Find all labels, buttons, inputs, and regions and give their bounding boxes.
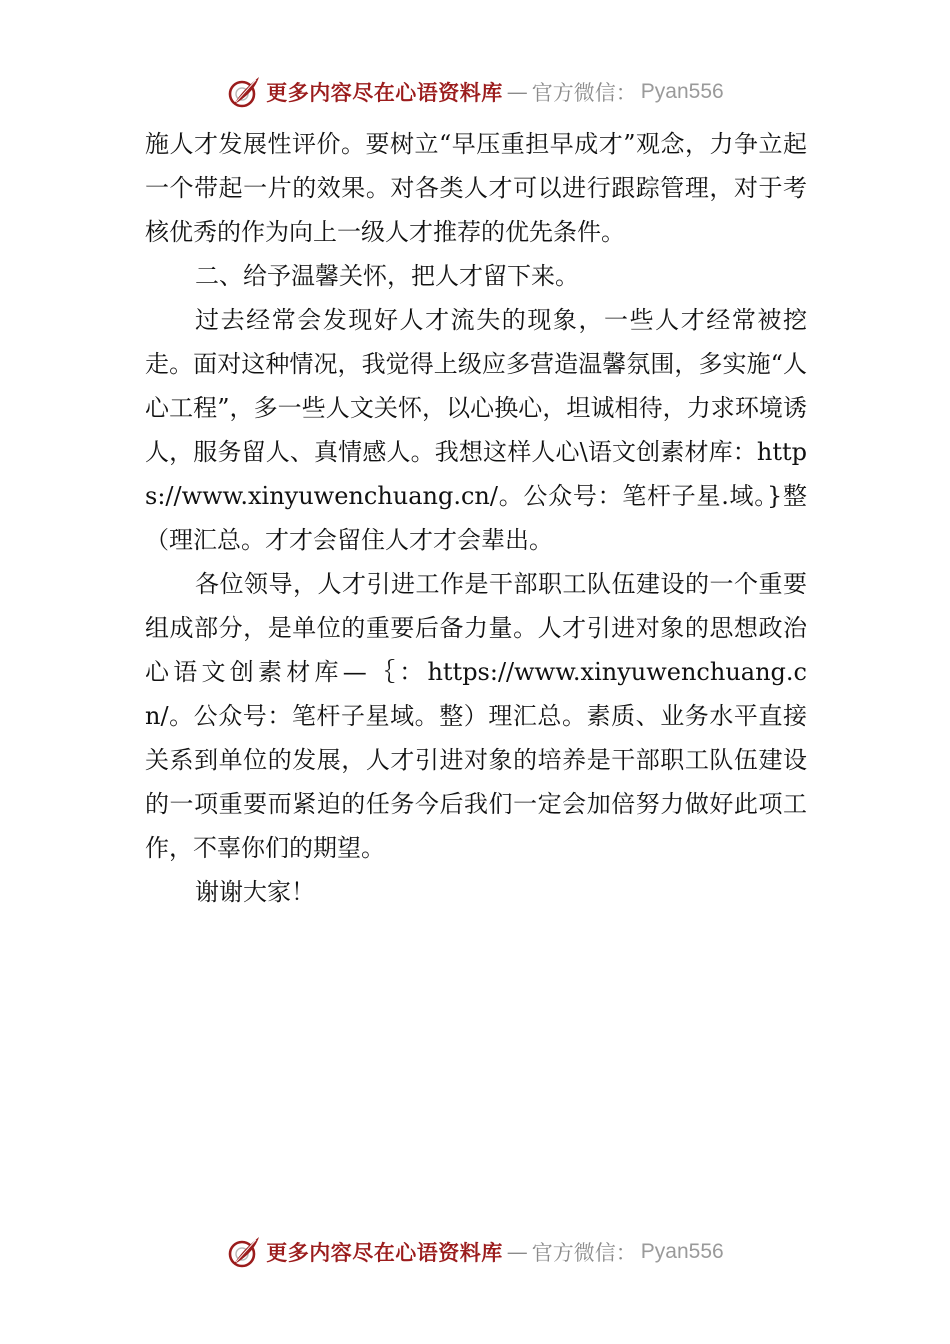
header-banner xyxy=(0,72,950,112)
quill-logo-icon xyxy=(226,1234,262,1270)
section-heading: 二、给予温馨关怀，把人才留下来。 xyxy=(195,262,579,290)
footer-banner xyxy=(0,1232,950,1272)
banner-separator: — xyxy=(506,1240,528,1264)
banner-wechat-label: 官方微信： xyxy=(531,1241,637,1265)
quill-logo-icon xyxy=(226,74,262,110)
banner-wechat-id: Pyan556 xyxy=(640,80,724,103)
banner-wechat-id: Pyan556 xyxy=(640,1240,724,1263)
paragraph: 过去经常会发现好人才流失的现象，一些人才经常被挖走。面对这种情况，我觉得上级应多营造温馨氛围，多实施“人心工程”，多一些人文关怀，以心换心，坦诚相待，力求环境诱人，服务留人、真情感人。我想这样人心\语文创素材库：https://www.xinyuwenchuang.cn/。公众号：笔杆子星.域。}整（理汇总。才才会留住人才才会辈出。 xyxy=(145,306,807,554)
paragraph: 各位领导，人才引进工作是干部职工队伍建设的一个重要组成部分，是单位的重要后备力量。人才引进对象的思想政治心语文创素材库—｛：https://www.xinyuwenchuang.cn/。公众号：笔杆子星域。整）理汇总。素质、业务水平直接关系到单位的发展，人才引进对象的培养是干部职工队伍建设的一项重要而紧迫的任务今后我们一定会加倍努力做好此项工作，不辜你们的期望。 xyxy=(145,570,807,862)
banner-wechat-label: 官方微信： xyxy=(531,81,637,105)
banner-title: 更多内容尽在心语资料库 xyxy=(266,1240,503,1265)
paragraph-continued: 施人才发展性评价。要树立“早压重担早成才”观念，力争立起一个带起一片的效果。对各类人才可以进行跟踪管理，对于考核优秀的作为向上一级人才推荐的优先条件。 xyxy=(145,130,807,246)
closing-line: 谢谢大家！ xyxy=(195,878,315,906)
banner-title: 更多内容尽在心语资料库 xyxy=(266,80,503,105)
document-body xyxy=(145,122,807,914)
banner-separator: — xyxy=(506,80,528,104)
